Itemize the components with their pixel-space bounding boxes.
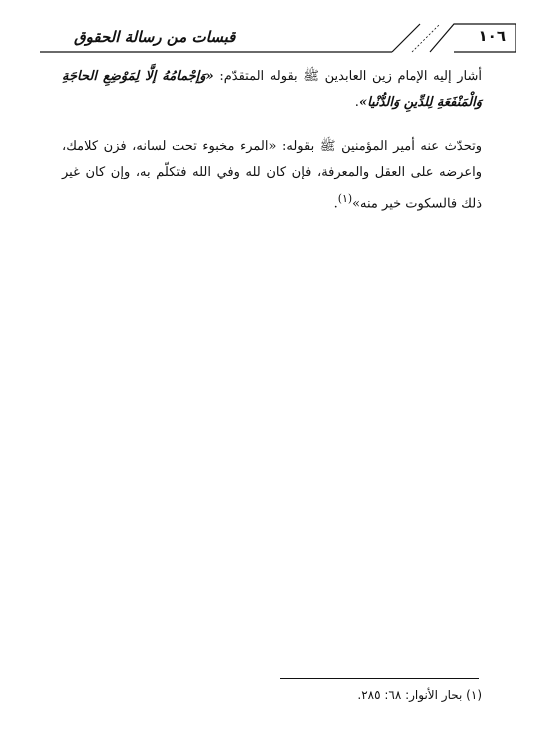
footnote-divider [280,678,479,679]
paragraph-1-end: . [354,95,359,110]
page-header [40,18,516,58]
footnote [250,688,482,702]
paragraph-2-quote: «المرء مخبوء تحت لسانه، فزن كلامك، واعرضه على العقل والمعرفة، فإن كان لله وفي الله فتكلّم به، وإن كان غير ذلك فالسكوت خير منه» [62,139,482,212]
footnote-text: بحار الأنوار: ٦٨: ٢٨٥. [357,688,463,702]
paragraph-1-quote: «وَإجْمامُهُ إلَّا لِمَوْضِعِ الحاجَةِ وَالْمَنْفَعَةِ لِلدِّينِ وَالدُّنْيا» [62,69,482,110]
page-number: ١٠٦ [478,27,506,45]
footnote-marker: (١) [466,688,482,702]
paragraph-2 [62,134,482,217]
book-title: قبسات من رسالة الحقوق [74,28,236,46]
paragraph-1 [62,64,482,116]
paragraph-2-end: . [333,196,338,212]
paragraph-2-intro: وتحدّث عنه أمير المؤمنين ﷺ بقوله: [276,139,482,154]
paragraph-1-intro: أشار إليه الإمام زين العابدين ﷺ بقوله المتقدّم: [213,69,482,84]
footnote-reference: (١) [337,192,353,205]
